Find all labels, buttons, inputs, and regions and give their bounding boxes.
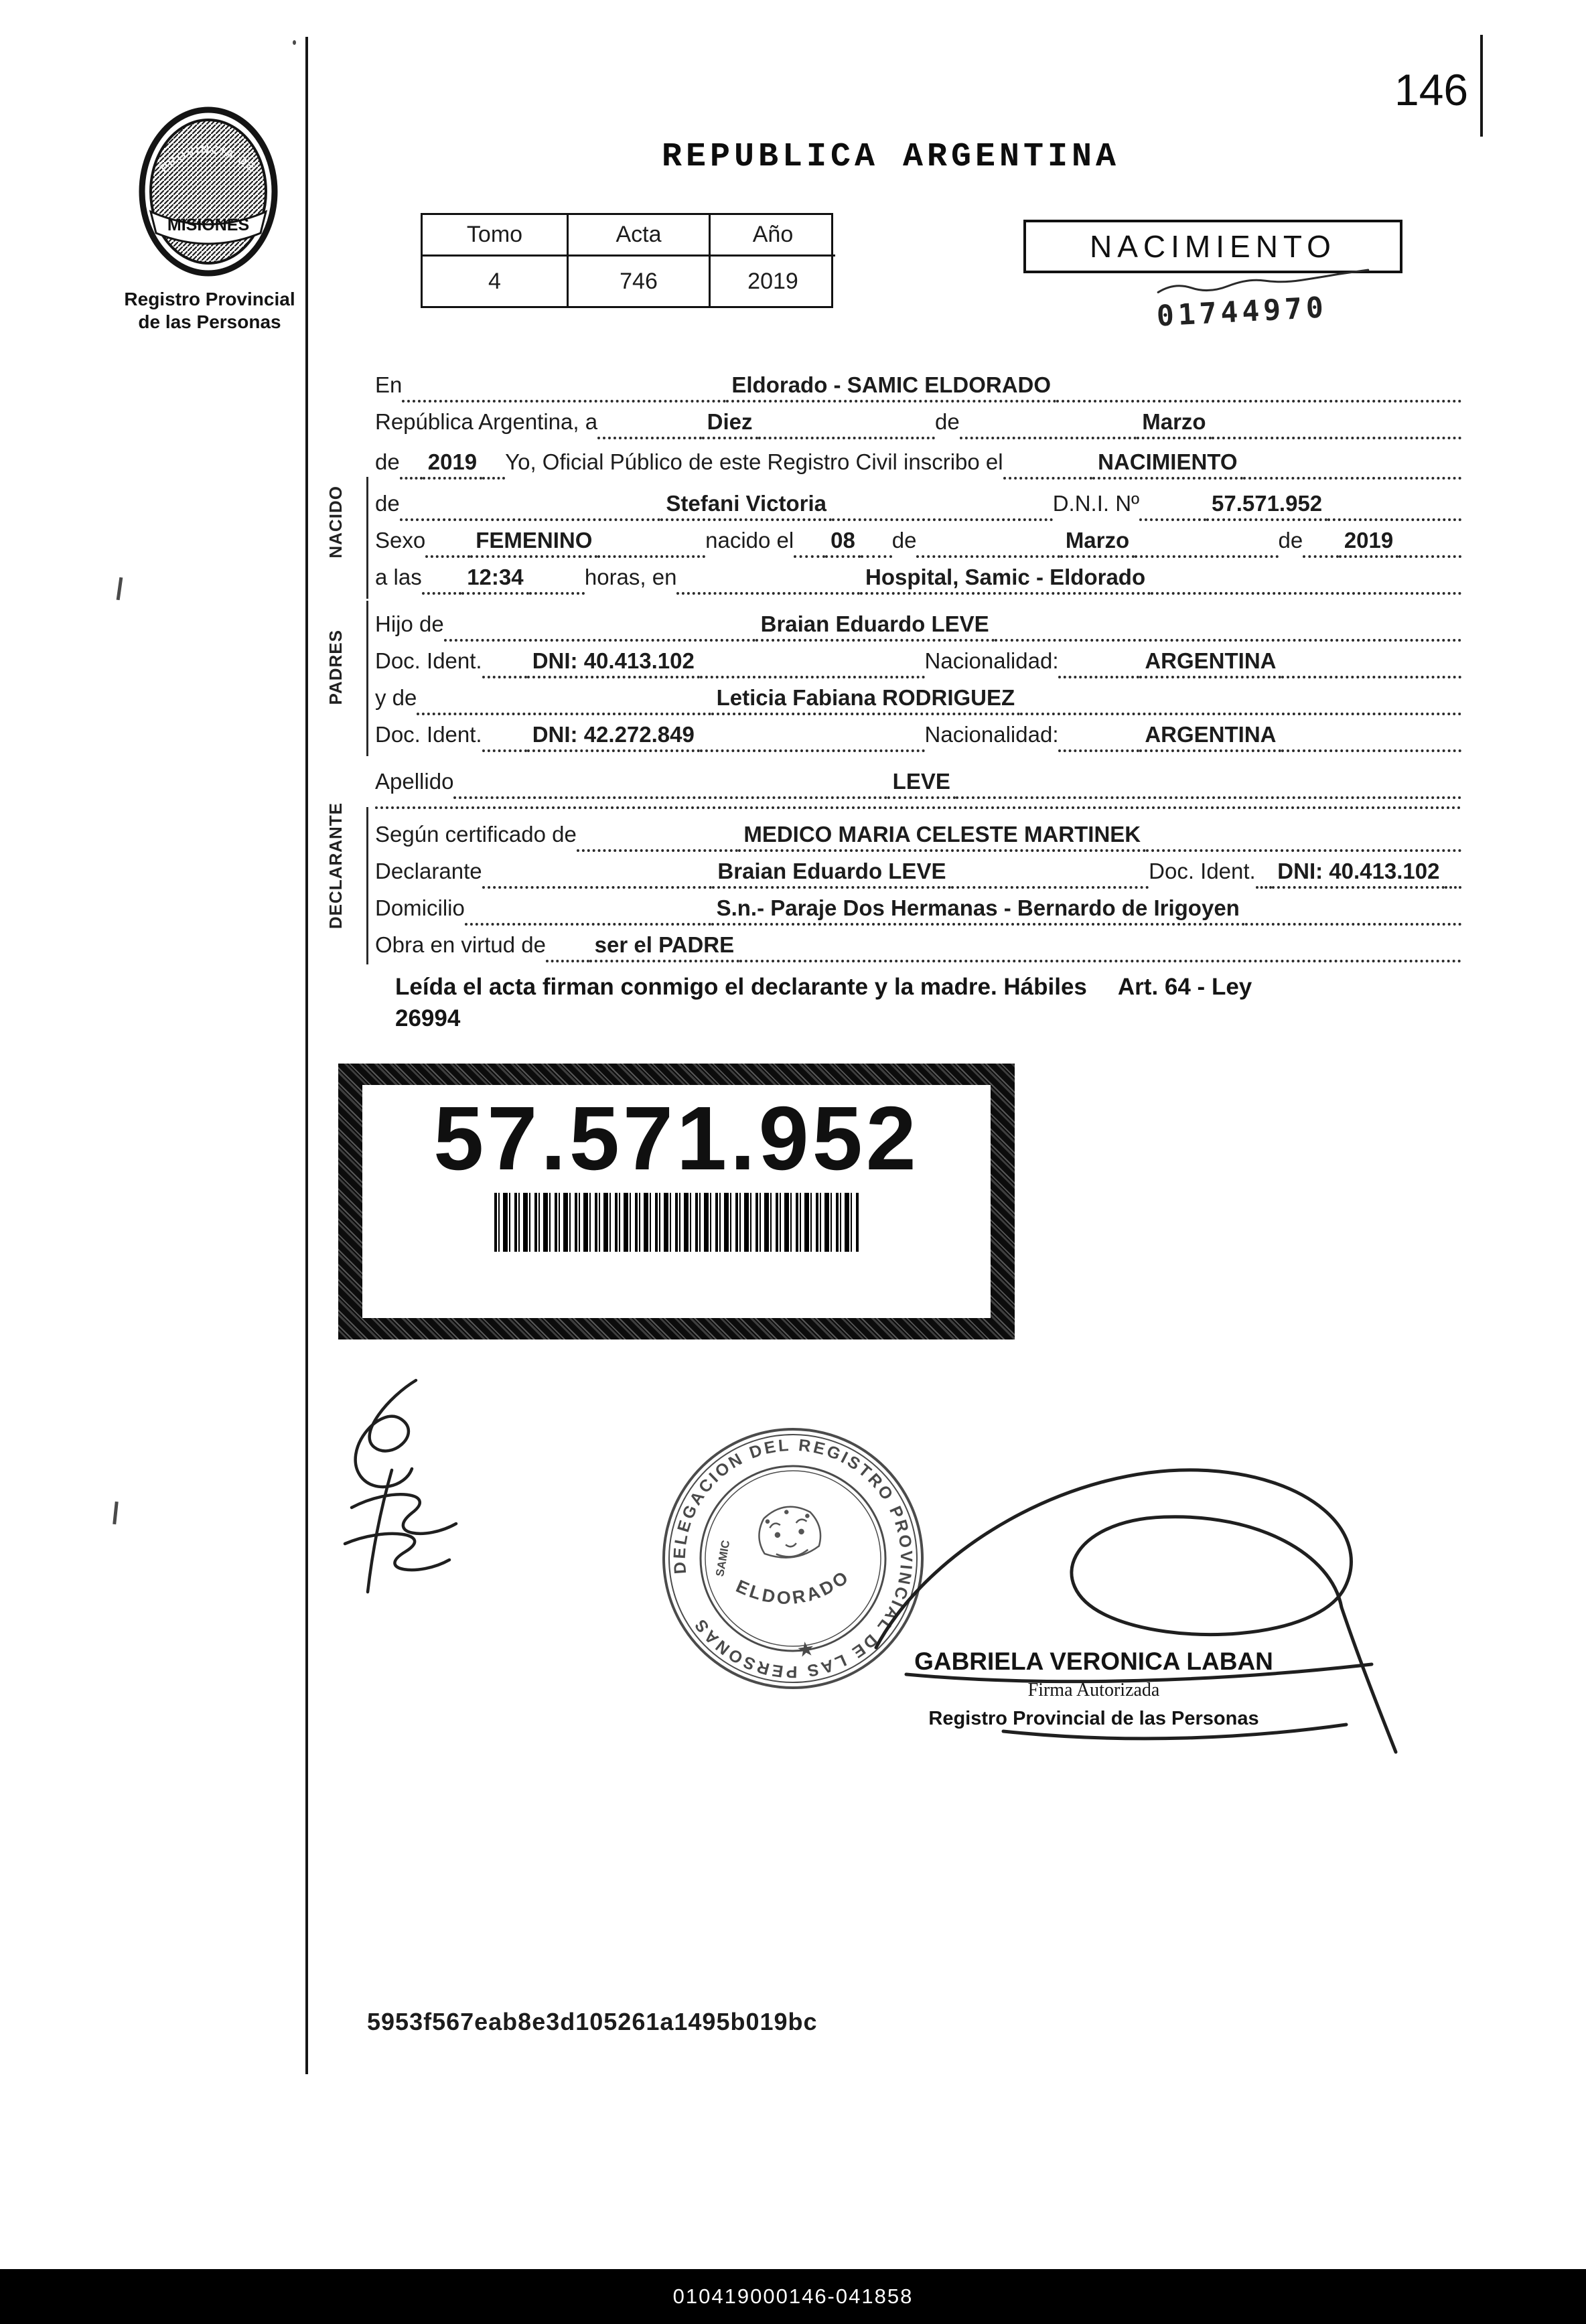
seal-inner-text: ELDORADO	[733, 1566, 854, 1608]
field-label: de	[1278, 528, 1303, 553]
dotted-leader	[676, 592, 860, 595]
record-type-box: NACIMIENTO	[1023, 220, 1402, 273]
official-signature	[849, 1440, 1405, 1761]
section-bracket	[366, 807, 368, 964]
emblem-banner-text: MISIONES	[167, 216, 250, 234]
table-header-acta: Acta	[569, 215, 711, 257]
field-label: Yo, Oficial Público de este Registro Civil inscribo el	[505, 449, 1003, 474]
misiones-emblem-icon	[136, 106, 282, 285]
field-time: 12:34	[461, 565, 528, 595]
scan-artifact	[117, 577, 123, 600]
dotted-leader	[700, 749, 925, 752]
declarant-signature	[310, 1368, 491, 1603]
field-label: Doc. Ident.	[375, 722, 482, 747]
field-month: Marzo	[1137, 409, 1211, 439]
field-registered-at	[375, 365, 1461, 403]
emblem-caption: Registro Provincial de las Personas	[124, 289, 295, 332]
field-label: Nacionalidad:	[924, 648, 1059, 673]
field-sex: FEMENINO	[470, 528, 597, 558]
dotted-leader	[529, 592, 585, 595]
table-value-acta: 746	[569, 257, 711, 306]
field-father-doc	[375, 641, 1461, 678]
field-label: de	[375, 491, 400, 516]
field-birth-month: Marzo	[1060, 528, 1135, 558]
dotted-leader	[422, 592, 461, 595]
dotted-leader	[482, 477, 505, 480]
field-doc: DNI: 42.272.849	[527, 722, 700, 752]
dotted-leader	[1003, 477, 1093, 480]
field-name: Leticia Fabiana RODRIGUEZ	[711, 685, 1021, 715]
field-label: Hijo de	[375, 611, 444, 636]
field-label: Según certificado de	[375, 822, 577, 847]
dotted-leader	[546, 960, 589, 962]
scan-artifact	[293, 40, 296, 45]
field-year: 2019	[423, 449, 482, 480]
emblem-top-text: PROVINCIA DE	[157, 143, 259, 175]
section-bracket	[366, 477, 368, 599]
table-value-ano: 2019	[747, 268, 798, 294]
field-event-type: NACIMIENTO	[1092, 449, 1242, 480]
serial-stamp	[1155, 267, 1378, 333]
dotted-leader	[482, 749, 527, 752]
field-label: República Argentina, a	[375, 409, 598, 434]
dotted-leader	[739, 960, 1461, 962]
field-label: y de	[375, 685, 417, 710]
serial-number: 01744970	[1155, 291, 1329, 334]
seal-star-icon: ★	[795, 1637, 816, 1662]
section-label-declarante: DECLARANTE	[326, 802, 346, 930]
field-value: S.n.- Paraje Dos Hermanas - Bernardo de Irigoyen	[711, 895, 1245, 926]
double-rule	[375, 806, 1461, 809]
field-date-words	[375, 402, 1461, 439]
field-name: Stefani Victoria	[660, 491, 832, 521]
section-label-padres: PADRES	[326, 630, 346, 705]
scan-artifact	[113, 1502, 119, 1524]
field-birth-year: 2019	[1339, 528, 1398, 558]
field-declarant	[375, 851, 1461, 889]
dotted-leader	[1151, 592, 1461, 595]
field-label: nacido el	[705, 528, 794, 553]
dotted-leader	[1281, 749, 1461, 752]
field-label: Sexo	[375, 528, 426, 553]
footer-bar	[0, 2269, 1586, 2324]
field-inscription	[375, 442, 1461, 480]
dotted-leader	[1243, 477, 1461, 480]
svg-text:ELDORADO	[731, 1560, 856, 1616]
field-nationality: ARGENTINA	[1139, 648, 1281, 678]
field-value: MEDICO MARIA CELESTE MARTINEK	[738, 822, 1146, 852]
field-name: Braian Eduardo LEVE	[755, 611, 995, 642]
field-capacity	[375, 925, 1461, 962]
field-day: Diez	[702, 409, 758, 439]
field-mother-name	[375, 678, 1461, 715]
field-value: Eldorado - SAMIC ELDORADO	[726, 372, 1056, 403]
field-surname	[375, 761, 1461, 799]
field-name: Braian Eduardo LEVE	[712, 859, 951, 889]
signer-name: GABRIELA VERONICA LABAN	[914, 1648, 1273, 1675]
field-sex-birthdate	[375, 520, 1461, 558]
dni-number: 57.571.952	[433, 1088, 920, 1189]
footer-code: 010419000146-041858	[672, 2284, 914, 2308]
field-label: Apellido	[375, 769, 454, 794]
field-label: de	[935, 409, 960, 434]
dotted-leader	[400, 477, 423, 480]
right-margin-rule	[1480, 35, 1483, 137]
section-bracket	[366, 601, 368, 756]
security-dni-label	[338, 1064, 1015, 1339]
seal-side-text: SAMIC	[713, 1539, 733, 1578]
dotted-leader	[453, 796, 887, 799]
field-doc: DNI: 40.413.102	[527, 648, 700, 678]
section-label-nacido: NACIDO	[326, 486, 346, 559]
field-father-name	[375, 604, 1461, 642]
field-mother-doc	[375, 715, 1461, 752]
dotted-leader	[960, 437, 1137, 439]
field-label: En	[375, 372, 403, 397]
dotted-leader	[597, 437, 702, 439]
field-newborn-name	[375, 484, 1461, 521]
field-doc: DNI: 40.413.102	[1272, 859, 1445, 889]
jaguar-sketch-icon	[755, 1503, 823, 1562]
verification-hash: 5953f567eab8e3d105261a1495b019bc	[367, 2008, 818, 2035]
field-certificate	[375, 814, 1461, 852]
field-label: de	[891, 528, 917, 553]
field-label: de	[375, 449, 400, 474]
signer-role: Firma Autorizada	[1027, 1680, 1160, 1700]
page-number: 146	[1394, 65, 1469, 115]
left-margin-rule	[305, 37, 308, 2074]
field-label: D.N.I. Nº	[1052, 491, 1140, 516]
field-nationality: ARGENTINA	[1139, 722, 1281, 752]
dotted-leader	[758, 437, 936, 439]
dotted-leader	[1212, 437, 1461, 439]
field-birth-day: 08	[825, 528, 861, 558]
field-label: a las	[375, 565, 422, 589]
field-label: Declarante	[375, 859, 482, 883]
field-value: LEVE	[887, 769, 956, 799]
field-label: Obra en virtud de	[375, 932, 546, 957]
field-label: Doc. Ident.	[1149, 859, 1256, 883]
document-title: REPUBLICA ARGENTINA	[661, 138, 1121, 176]
dotted-leader	[1058, 749, 1139, 752]
table-header-ano: Año	[711, 215, 835, 257]
field-label: horas, en	[584, 565, 677, 589]
closing-statement: Leída el acta firman conmigo el declarante y la madre. Hábiles Art. 64 - Ley 26994	[395, 974, 1252, 1032]
field-label: Domicilio	[375, 895, 465, 920]
field-label: Doc. Ident.	[375, 648, 482, 673]
table-value-tomo: 4	[423, 257, 569, 306]
field-time-place	[375, 557, 1461, 595]
field-value: ser el PADRE	[589, 932, 739, 962]
barcode	[494, 1193, 859, 1252]
record-table	[421, 213, 833, 308]
table-header-tomo: Tomo	[423, 215, 569, 257]
field-address	[375, 888, 1461, 926]
signer-org: Registro Provincial de las Personas	[928, 1708, 1259, 1729]
seal-ring-text: DELEGACION DEL REGISTRO PROVINCIAL DE LAS PERSONAS	[670, 1435, 916, 1682]
field-dni: 57.571.952	[1206, 491, 1327, 521]
field-place: Hospital, Samic - Eldorado	[860, 565, 1151, 595]
dotted-leader	[956, 796, 1461, 799]
field-label: Nacionalidad:	[924, 722, 1059, 747]
